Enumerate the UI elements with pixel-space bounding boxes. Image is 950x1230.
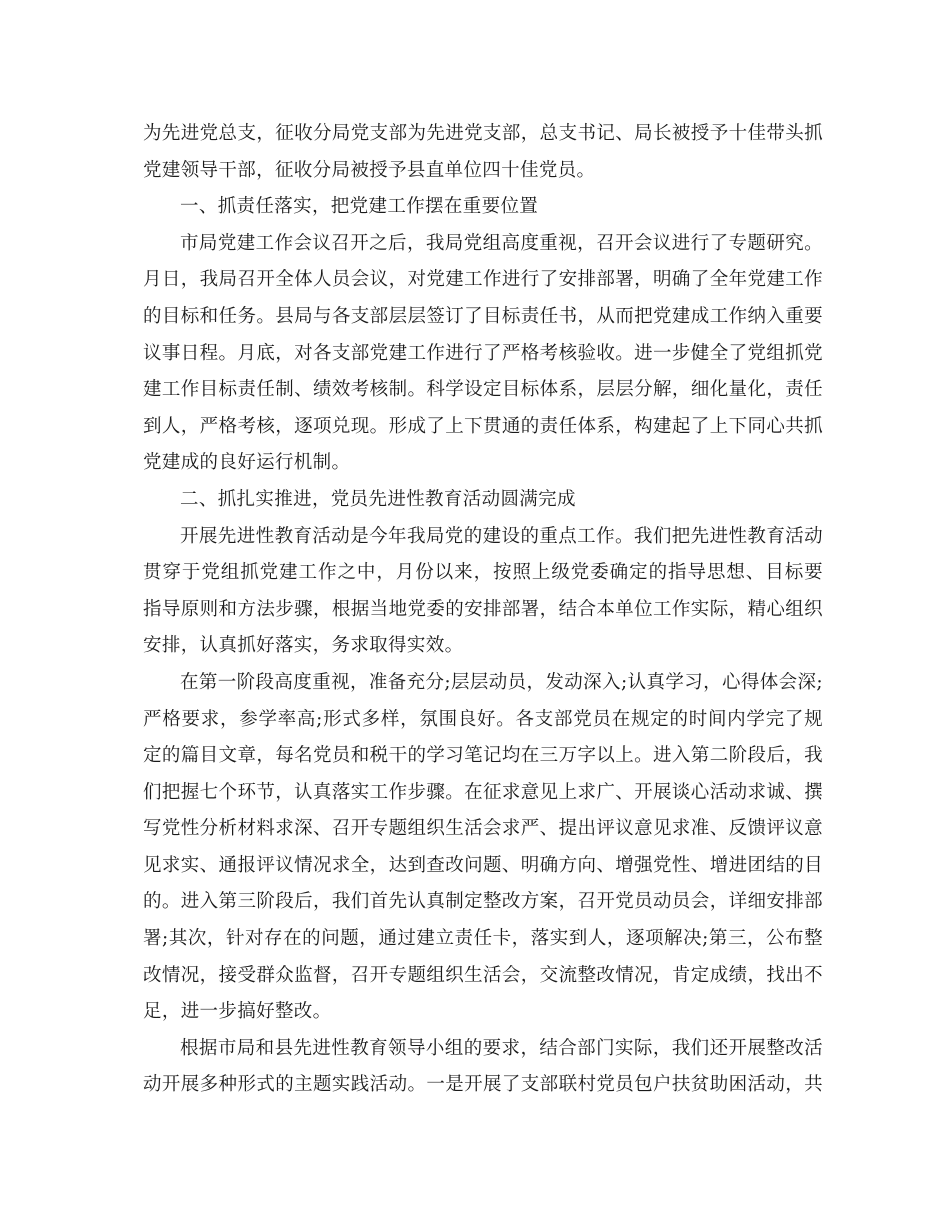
- text-line: 在第一阶段高度重视，准备充分;层层动员，发动深入;认真学习，心得体会深;: [180, 671, 823, 693]
- text-line: 为先进党总支，征收分局党支部为先进党支部，总支书记、局长被授予十佳带头抓: [143, 123, 823, 144]
- text-line: 严格要求，参学率高;形式多样，氛围良好。各支部党员在规定的时间内学完了规: [143, 708, 823, 730]
- text-line: 安排，认真抓好落实，务求取得实效。: [143, 635, 464, 657]
- text-line: 一、抓责任落实，把党建工作摆在重要位置: [180, 196, 539, 218]
- text-line: 根据市局和县先进性教育领导小组的要求，结合部门实际，我们还开展整改活: [180, 1037, 823, 1059]
- text-line: 党建领导干部，征收分局被授予县直单位四十佳党员。: [143, 159, 596, 181]
- text-line: 议事日程。月底，对各支部党建工作进行了严格考核验收。进一步健全了党组抓党: [143, 342, 823, 364]
- text-line: 二、抓扎实推进，党员先进性教育活动圆满完成: [180, 488, 576, 510]
- text-line: 贯穿于党组抓党建工作之中，月份以来，按照上级党委确定的指导思想、目标要: [143, 562, 823, 584]
- text-line: 的。进入第三阶段后，我们首先认真制定整改方案，召开党员动员会，详细安排部: [143, 891, 823, 913]
- text-line: 开展先进性教育活动是今年我局党的建设的重点工作。我们把先进性教育活动: [180, 525, 823, 547]
- text-line: 足，进一步搞好整改。: [143, 1001, 332, 1023]
- text-line: 动开展多种形式的主题实践活动。一是开展了支部联村党员包户扶贫助困活动，共: [143, 1074, 823, 1096]
- text-line: 到人，严格考核，逐项兑现。形成了上下贯通的责任体系，构建起了上下同心共抓: [143, 415, 823, 437]
- text-line: 们把握七个环节，认真落实工作步骤。在征求意见上求广、开展谈心活动求诚、撰: [143, 781, 823, 803]
- text-line: 署;其次，针对存在的问题，通过建立责任卡，落实到人，逐项解决;第三，公布整: [143, 928, 823, 950]
- text-line: 见求实、通报评议情况求全，达到查改问题、明确方向、增强党性、增进团结的目: [143, 854, 823, 876]
- text-line: 改情况，接受群众监督，召开专题组织生活会，交流整改情况，肯定成绩，找出不: [143, 964, 823, 986]
- text-line: 月日，我局召开全体人员会议，对党建工作进行了安排部署，明确了全年党建工作: [143, 269, 823, 291]
- text-line: 定的篇目文章，每名党员和税干的学习笔记均在三万字以上。进入第二阶段后，我: [143, 745, 823, 767]
- text-line: 建工作目标责任制、绩效考核制。科学设定目标体系，层层分解，细化量化，责任: [143, 379, 823, 401]
- document-body: [143, 116, 823, 1104]
- text-line: 指导原则和方法步骤，根据当地党委的安排部署，结合本单位工作实际，精心组织: [143, 598, 823, 620]
- text-line: 党建成的良好运行机制。: [143, 452, 351, 474]
- text-line: 的目标和任务。县局与各支部层层签订了目标责任书，从而把党建成工作纳入重要: [143, 305, 823, 327]
- text-line: 写党性分析材料求深、召开专题组织生活会求严、提出评议意见求准、反馈评议意: [143, 818, 823, 840]
- text-line: 市局党建工作会议召开之后，我局党组高度重视，召开会议进行了专题研究。: [180, 232, 823, 254]
